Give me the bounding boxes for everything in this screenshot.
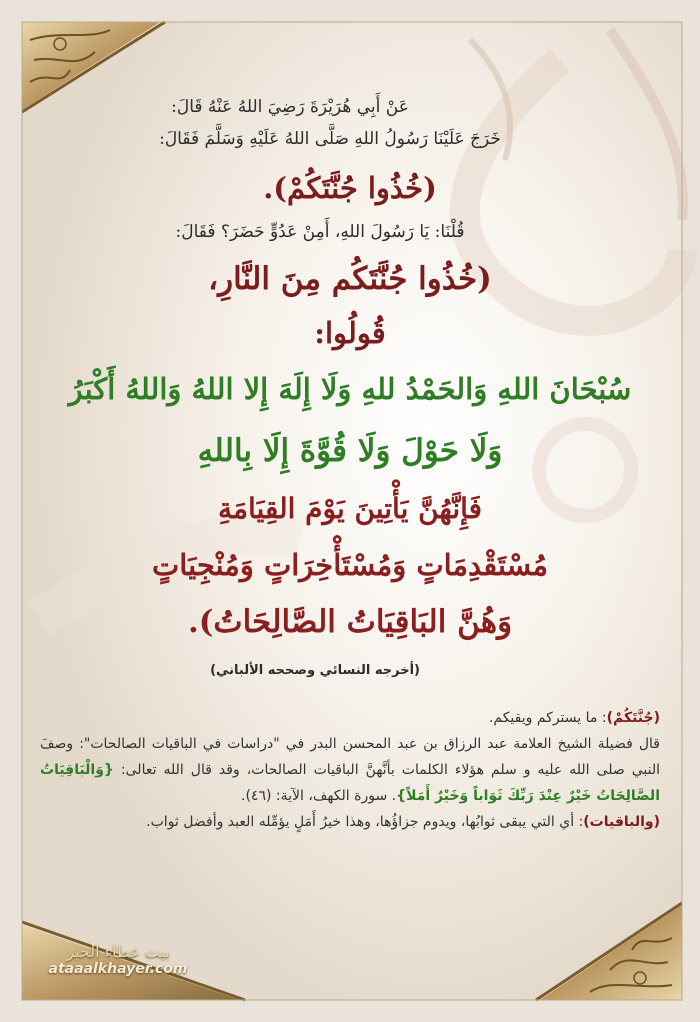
note-paragraph-2: [40, 731, 660, 809]
logo-arabic-text: بيت عطاء الخير: [66, 942, 170, 961]
hadith-quote-2: (خُذُوا جُنَّتَكُم مِنَ النَّارِ،: [208, 261, 492, 297]
note-term-1: (جُنَّتَكُمْ): [606, 710, 660, 726]
hadith-intro-line: خَرَجَ عَلَيْنَا رَسُولُ اللهِ صَلَّى اللهُ عَلَيْهِ وَسَلَّمَ فَقَالَ:: [159, 129, 501, 149]
hadith-line-4: مُسْتَقْدِمَاتٍ وَمُسْتَأْخِرَاتٍ وَمُنْجِيَاتٍ: [151, 548, 549, 582]
note-text-2b: . سورة الكهف، الآية: (٤٦).: [241, 788, 397, 804]
note-text-1: : ما يستركم ويقيكم.: [488, 710, 607, 726]
note-paragraph-3: [40, 809, 660, 835]
explanation-notes: [40, 705, 660, 835]
hadith-say: قُولُوا:: [314, 316, 386, 350]
hadith-reference: (أخرجه النسائي وصححه الألباني): [210, 663, 420, 678]
hadith-quote-1: (خُذُوا جُنَّتَكُمْ).: [263, 171, 437, 205]
hadith-line-3: فَإِنَّهُنَّ يَأْتِينَ يَوْمَ القِيَامَةِ: [217, 492, 483, 525]
hadith-line-5: وَهُنَّ البَاقِيَاتُ الصَّالِحَاتُ).: [187, 604, 513, 640]
note-text-2a: قال فضيلة الشيخ العلامة عبد الرزاق بن عبد المحسن البدر في "دراسات في الباقيات الصالحات": وصفَ النبي صلى الله عليه و سلم هؤلاء الكلمات بأنَّهنَّ الباقيات الصالحات، وقد قال الله تعالى:: [40, 736, 660, 778]
note-text-3: : أي التي يبقى ثوابُها، ويدوم جزاؤُها، وهذا خيرُ أَمَلٍ يؤمِّله العبد وأفضل ثواب.: [146, 814, 584, 830]
dhikr-line-1: سُبْحَانَ اللهِ وَالحَمْدُ للهِ وَلَا إِلَهَ إِلا اللهُ وَاللهُ أَكْبَرُ: [68, 372, 632, 406]
quran-verse: {وَالْبَاقِيَاتُ الصَّالِحَاتُ خَيْرٌ عِنْدَ رَبِّكَ ثَوَاباً وَخَيْرٌ أَمَلاً}: [40, 762, 660, 804]
logo-url-text[interactable]: ataaalkhayer.com: [48, 961, 188, 977]
hadith-text: [30, 80, 670, 688]
note-paragraph-1: [40, 705, 660, 731]
dhikr-line-2: وَلَا حَوْلَ وَلَا قُوَّةَ إِلَا بِاللهِ: [197, 433, 503, 469]
site-logo[interactable]: [38, 942, 198, 977]
note-term-3: (والباقيات): [583, 814, 660, 830]
hadith-narrator-line: عَنْ أَبِي هُرَيْرَةَ رَضِيَ اللهُ عَنْهُ قَالَ:: [171, 97, 409, 117]
hadith-question: قُلْنَا: يَا رَسُولَ اللهِ، أَمِنْ عَدُوٍّ حَضَرَ؟ فَقَالَ:: [175, 222, 465, 242]
